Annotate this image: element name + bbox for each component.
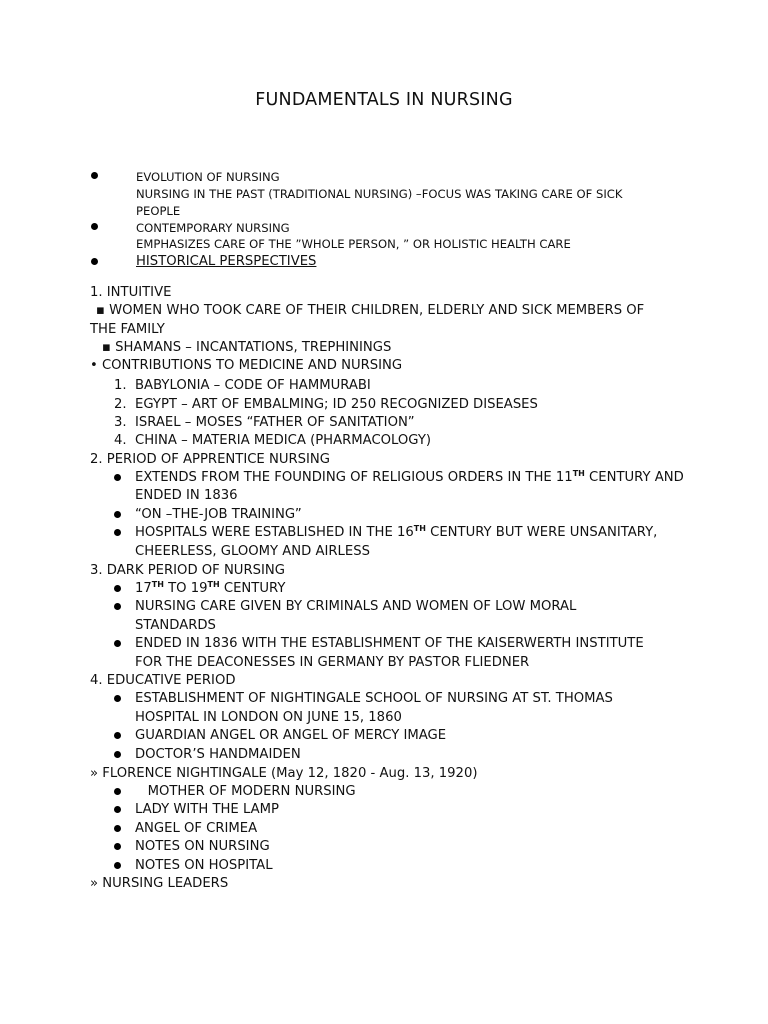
list-item-text: BABYLONIA – CODE OF HAMMURABI xyxy=(135,378,371,393)
list-item-text: CHINA – MATERIA MEDICA (PHARMACOLOGY) xyxy=(135,433,432,448)
women-line1: ▪ WOMEN WHO TOOK CARE OF THEIR CHILDREN, ELDERLY AND SICK MEMBERS OF xyxy=(96,303,645,318)
bullet-dot-icon xyxy=(114,843,121,850)
nursing-past-line1: NURSING IN THE PAST (TRADITIONAL NURSING) –FOCUS WAS TAKING CARE OF SICK xyxy=(136,187,623,201)
list-item-text: EGYPT – ART OF EMBALMING; ID 250 RECOGNIZED DISEASES xyxy=(135,397,538,412)
dark-bullet3-line2: FOR THE DEACONESSES IN GERMANY BY PASTOR FLIEDNER xyxy=(135,655,530,670)
dark-bullet3-line1: ENDED IN 1836 WITH THE ESTABLISHMENT OF THE KAISERWERTH INSTITUTE xyxy=(135,636,644,651)
apprentice-bullet3: HOSPITALS WERE ESTABLISHED IN THE 16TH CENTURY BUT WERE UNSANITARY, xyxy=(135,524,658,540)
nightingale-item: NOTES ON NURSING xyxy=(135,839,270,854)
contributions-line: • CONTRIBUTIONS TO MEDICINE AND NURSING xyxy=(90,358,403,373)
women-line2: THE FAMILY xyxy=(90,322,165,337)
apprentice-bullet2: “ON –THE-JOB TRAINING” xyxy=(135,507,302,522)
nightingale-item: ANGEL OF CRIMEA xyxy=(135,821,258,836)
nursing-past-line2: PEOPLE xyxy=(136,204,181,218)
document-title: FUNDAMENTALS IN NURSING xyxy=(255,90,513,110)
dark-period-heading: 3. DARK PERIOD OF NURSING xyxy=(90,563,285,578)
bullet-dot-icon xyxy=(114,751,121,758)
list-item-number: 4. xyxy=(114,433,127,448)
bullet-dot-icon xyxy=(114,732,121,739)
bullet-dot-icon xyxy=(114,640,121,647)
shamans-line: ▪ SHAMANS – INCANTATIONS, TREPHININGS xyxy=(102,340,392,355)
nightingale-item: MOTHER OF MODERN NURSING xyxy=(135,784,356,799)
evolution-of-nursing: EVOLUTION OF NURSING xyxy=(136,170,280,184)
apprentice-bullet1-line2: ENDED IN 1836 xyxy=(135,488,238,503)
bullet-dot-icon xyxy=(91,172,98,179)
dark-bullet2-line1: NURSING CARE GIVEN BY CRIMINALS AND WOMEN OF LOW MORAL xyxy=(135,599,577,614)
bullet-dot-icon xyxy=(114,862,121,869)
bullet-dot-icon xyxy=(91,223,98,230)
apprentice-bullet3-line2: CHEERLESS, GLOOMY AND AIRLESS xyxy=(135,544,370,559)
bullet-dot-icon xyxy=(114,603,121,610)
educative-heading: 4. EDUCATIVE PERIOD xyxy=(90,673,236,688)
list-item-number: 2. xyxy=(114,397,127,412)
educative-bullet3: DOCTOR’S HANDMAIDEN xyxy=(135,747,301,762)
historical-perspectives-heading: HISTORICAL PERSPECTIVES xyxy=(136,254,317,269)
nightingale-heading: » FLORENCE NIGHTINGALE (May 12, 1820 - Aug. 13, 1920) xyxy=(90,766,478,781)
dark-bullet1: 17TH TO 19TH CENTURY xyxy=(135,580,286,596)
bullet-dot-icon xyxy=(91,258,98,265)
dark-bullet2-line2: STANDARDS xyxy=(135,618,216,633)
bullet-dot-icon xyxy=(114,511,121,518)
nightingale-item: NOTES ON HOSPITAL xyxy=(135,858,273,873)
educative-bullet1-line1: ESTABLISHMENT OF NIGHTINGALE SCHOOL OF NURSING AT ST. THOMAS xyxy=(135,691,613,706)
educative-bullet1-line2: HOSPITAL IN LONDON ON JUNE 15, 1860 xyxy=(135,710,402,725)
bullet-dot-icon xyxy=(114,474,121,481)
nightingale-item: LADY WITH THE LAMP xyxy=(135,802,279,817)
list-item-number: 3. xyxy=(114,415,127,430)
list-item-number: 1. xyxy=(114,378,127,393)
contemporary-nursing: CONTEMPORARY NURSING xyxy=(136,221,290,235)
bullet-dot-icon xyxy=(114,585,121,592)
bullet-dot-icon xyxy=(114,788,121,795)
bullet-dot-icon xyxy=(114,825,121,832)
apprentice-bullet1: EXTENDS FROM THE FOUNDING OF RELIGIOUS ORDERS IN THE 11TH CENTURY AND xyxy=(135,469,684,485)
educative-bullet2: GUARDIAN ANGEL OR ANGEL OF MERCY IMAGE xyxy=(135,728,447,743)
nursing-leaders-heading: » NURSING LEADERS xyxy=(90,876,229,891)
bullet-dot-icon xyxy=(114,806,121,813)
bullet-dot-icon xyxy=(114,695,121,702)
apprentice-heading: 2. PERIOD OF APPRENTICE NURSING xyxy=(90,452,330,467)
contemporary-description: EMPHASIZES CARE OF THE ”WHOLE PERSON, ” OR HOLISTIC HEALTH CARE xyxy=(136,237,571,251)
bullet-dot-icon xyxy=(114,529,121,536)
intuitive-heading: 1. INTUITIVE xyxy=(90,285,172,300)
list-item-text: ISRAEL – MOSES “FATHER OF SANITATION” xyxy=(135,415,415,430)
